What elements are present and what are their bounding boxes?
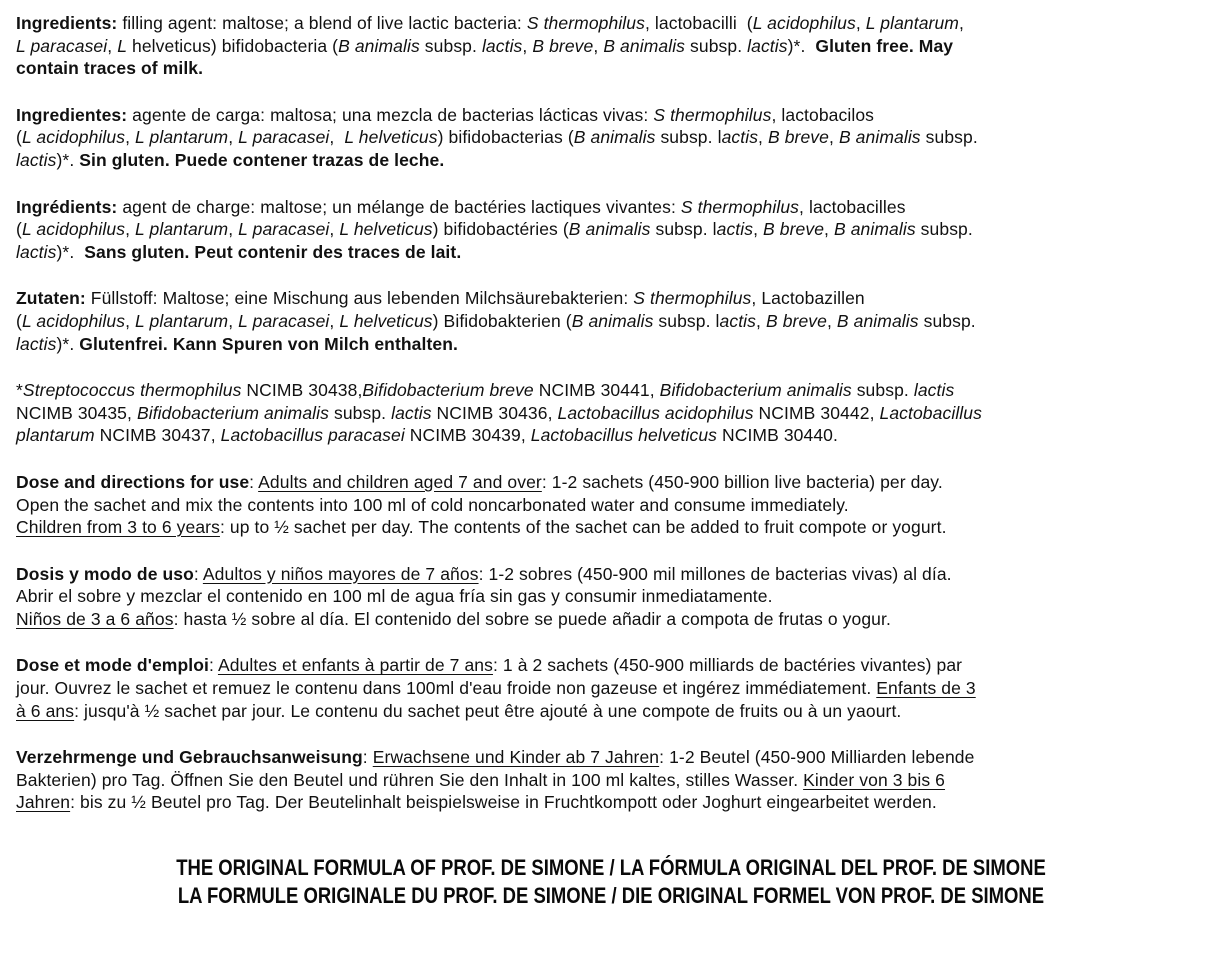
strain-list-paragraph: *Streptococcus thermophilus NCIMB 30438,Bifidobacterium breve NCIMB 30441, Bifidobacterium animalis subsp. lactis NCIMB 30435, Bifidobacterium animalis subsp. lactis NCIMB 30436, Lactobacillus acidophilus NCIMB 30442, Lactobacillus plantarum NCIMB 30437, Lactobacillus paracasei NCIMB 30439, Lactobacillus helveticus NCIMB 30440. [16,380,982,446]
ingredients-paragraph-french: Ingrédients: agent de charge: maltose; un mélange de bactéries lactiques vivantes: S thermophilus, lactobacilles (L acidophilus, L plantarum, L paracasei, L helveticus) bifidobactéries (B animalis subsp. lactis, B breve, B animalis subsp. lactis)*. Sans gluten. Peut contenir des traces de lait. [16,196,973,262]
footer-line-2: LA FORMULE ORIGINALE DU PROF. DE SIMONE / DIE ORIGINAL FORMEL VON PROF. DE SIMONE [177,883,1045,909]
dose-directions-paragraph-french: Dose et mode d'emploi: Adultes et enfants à partir de 7 ans: 1 à 2 sachets (450-900 milliards de bactéries vivantes) par jour. Ouvrez le sachet et remuez le contenu dans 100ml d'eau froide non gazeuse et ingérez immédiatement. Enfants de 3 à 6 ans: jusqu'à ½ sachet par jour. Le contenu du sachet peut être ajouté à une compote de fruits ou à un yaourt. [16,655,976,721]
dose-directions-paragraph-spanish: Dosis y modo de uso: Adultos y niños mayores de 7 años: 1-2 sobres (450-900 mil millones de bacterias vivas) al día. Abrir el sobre y mezclar el contenido en 100 ml de agua fría sin gas y consumir inmediatamente. Niños de 3 a 6 años: hasta ½ sobre al día. El contenido del sobre se puede añadir a compota de frutas o yogur. [16,563,952,629]
original-formula-footer [16,854,1206,910]
ingredients-paragraph-german: Zutaten: Füllstoff: Maltose; eine Mischung aus lebenden Milchsäurebakterien: S thermophilus, Lactobazillen (L acidophilus, L plantarum, L paracasei, L helveticus) Bifidobakterien (B animalis subsp. lactis, B breve, B animalis subsp. lactis)*. Glutenfrei. Kann Spuren von Milch enthalten. [16,288,976,354]
ingredients-paragraph-spanish: Ingredientes: agente de carga: maltosa; una mezcla de bacterias lácticas vivas: S thermophilus, lactobacilos (L acidophilus, L plantarum, L paracasei, L helveticus) bifidobacterias (B animalis subsp. lactis, B breve, B animalis subsp. lactis)*. Sin gluten. Puede contener trazas de leche. [16,104,978,170]
dose-directions-paragraph-german: Verzehrmenge und Gebrauchsanweisung: Erwachsene und Kinder ab 7 Jahren: 1-2 Beutel (450-900 Milliarden lebende Bakterien) pro Tag. Öffnen Sie den Beutel und rühren Sie den Inhalt in 100 ml kaltes, stilles Wasser. Kinder von 3 bis 6 Jahren: bis zu ½ Beutel pro Tag. Der Beutelinhalt beispielsweise in Fruchtkompott oder Joghurt eingearbeitet werden. [16,747,975,813]
dose-directions-paragraph-english: Dose and directions for use: Adults and children aged 7 and over: 1-2 sachets (450-900 billion live bacteria) per day. Open the sachet and mix the contents into 100 ml of cold noncarbonated water and consume immediately. Children from 3 to 6 years: up to ½ sachet per day. The contents of the sachet can be added to fruit compote or yogurt. [16,471,947,538]
ingredients-paragraph-english: Ingredients: filling agent: maltose; a blend of live lactic bacteria: S thermophilus, lactobacilli (L acidophilus, L plantarum, L paracasei, L helveticus) bifidobacteria (B animalis subsp. lactis, B breve, B animalis subsp. lactis)*. Gluten free. May contain traces of milk. [16,13,964,79]
footer-line-1: THE ORIGINAL FORMULA OF PROF. DE SIMONE / LA FÓRMULA ORIGINAL DEL PROF. DE SIMONE [176,855,1046,881]
